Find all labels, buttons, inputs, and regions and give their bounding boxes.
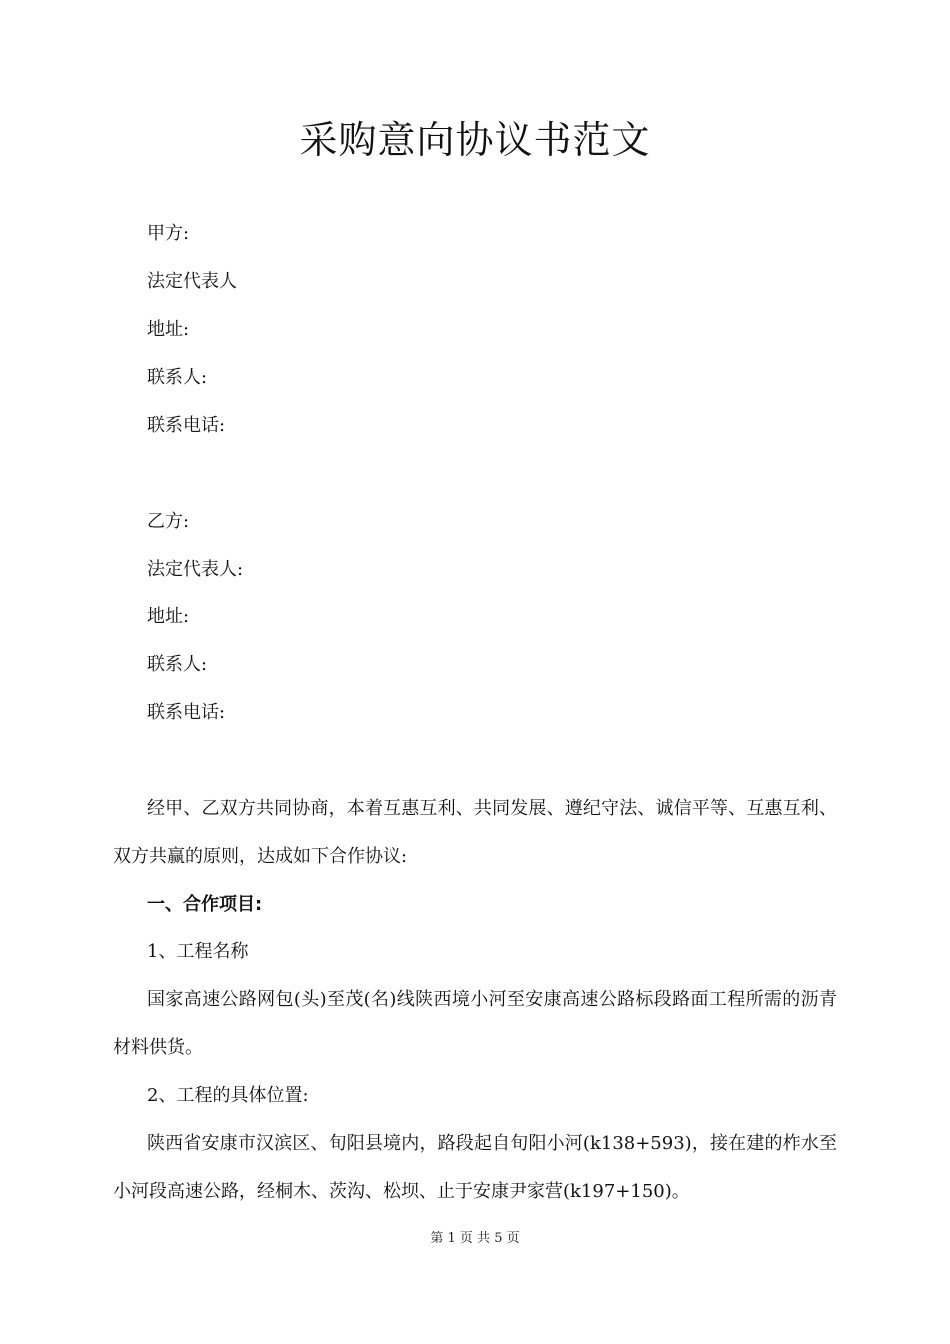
- party-a-address: 地址:: [147, 319, 190, 340]
- party-b-representative: 法定代表人:: [147, 559, 244, 580]
- item-2-text: 陕西省安康市汉滨区、旬阳县境内，路段起自旬阳小河(k138+593)，接在建的柞水至小河段高速公路，经桐木、茨沟、松坝、止于安康尹家营(k197+150)。: [113, 1133, 837, 1202]
- party-a-representative: 法定代表人: [147, 271, 237, 292]
- party-a-contact: 联系人:: [147, 367, 208, 388]
- item-1-text: 国家高速公路网包(头)至茂(名)线陕西境小河至安康高速公路标段路面工程所需的沥青材料供货。: [113, 989, 837, 1058]
- item-2-label: 2、工程的具体位置:: [147, 1085, 309, 1106]
- party-a-label: 甲方:: [147, 223, 190, 244]
- party-b-contact: 联系人:: [147, 654, 208, 675]
- item-1-label: 1、工程名称: [147, 941, 249, 962]
- party-b-phone: 联系电话:: [147, 702, 226, 723]
- intro-paragraph: 经甲、乙双方共同协商，本着互惠互利、共同发展、遵纪守法、诚信平等、互惠互利、双方共赢的原则，达成如下合作协议:: [113, 798, 837, 867]
- party-b-address: 地址:: [147, 606, 190, 627]
- page-footer: 第 1 页 共 5 页: [430, 1231, 520, 1246]
- party-b-label: 乙方:: [147, 511, 190, 532]
- section-1-heading: 一、合作项目:: [147, 894, 263, 915]
- document-title: 采购意向协议书范文: [299, 118, 651, 162]
- party-a-phone: 联系电话:: [147, 415, 226, 436]
